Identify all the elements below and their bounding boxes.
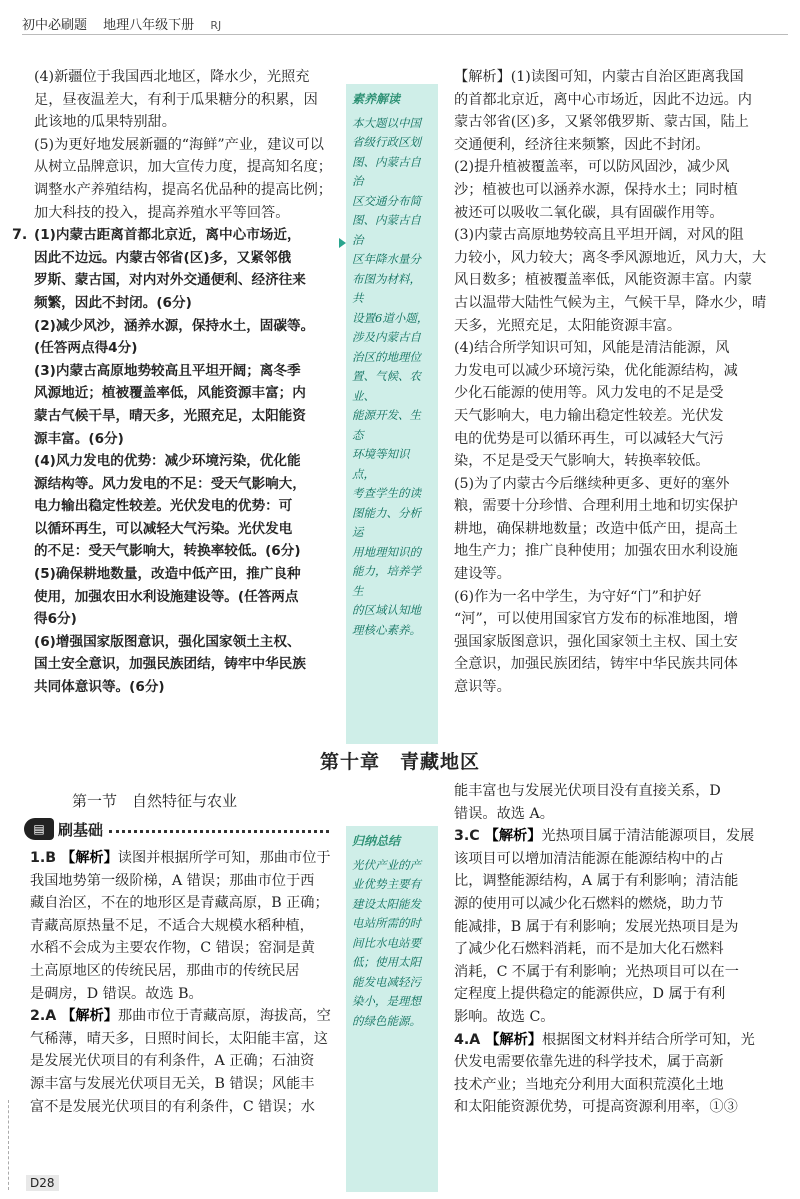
text-line: 天气影响大，电力输出稳定性较差。光伏发: [454, 407, 724, 424]
summary-sidebar: [346, 826, 438, 1192]
text-line: 力发电可以减少环境污染，优化能源结构，减: [454, 362, 738, 379]
line-text: 比，调整能源结构，A 属于有利影响；清洁能: [454, 873, 739, 890]
text-line: [454, 803, 780, 826]
sidebar-tag: 归纳总结: [352, 834, 401, 848]
text-line: 蒙古气候干旱，晴天多，光照充足，太阳能资: [34, 407, 306, 424]
line-text: 我国地势第一级阶梯，A 错误；那曲市位于西: [30, 872, 315, 889]
text-line: 耕地，确保耕地数量；改造中低产田，提高土: [454, 520, 738, 537]
line-text: 是发展光伏项目的有利条件，A 正确；石油资: [30, 1053, 315, 1070]
answer-number: 2.A: [30, 1008, 62, 1025]
text-line: [454, 1006, 780, 1029]
text-line: 电力输出稳定性较差。光伏发电的优势：可: [34, 498, 293, 515]
line-text: 富不是发展光伏项目的有利条件，C 错误；水: [30, 1098, 315, 1115]
line-text: 青藏高原热量不足，不适合大规模水稻种植，: [30, 917, 314, 934]
text-line: 源结构等。风力发电的不足：受天气影响大，: [34, 475, 306, 492]
text-line: 能力，培养学生: [352, 564, 421, 598]
text-line: [30, 847, 342, 870]
page-edge-mark: [8, 1100, 9, 1190]
text-line: 能源开发、生态: [352, 408, 421, 442]
text-line: 古以温带大陆性气候为主，气候干旱，降水少，晴: [454, 294, 767, 311]
line-text: 那曲市位于青藏高原，海拔高，空: [117, 1008, 331, 1025]
line-text: 错误。故选 A。: [454, 805, 554, 822]
line-text: 气稀薄，晴天多，日照时间长，太阳能丰富，这: [30, 1030, 328, 1047]
text-line: 加大科技的投入，提高养殖水平等回答。: [34, 204, 290, 221]
header-subject: 地理八年级下册: [103, 18, 195, 33]
lower-right-column: [454, 780, 780, 1119]
text-line: 图、内蒙古自治: [352, 154, 421, 188]
line-text: 定程度上提供稳定的能源供应，D 属于有利: [454, 986, 726, 1003]
text-line: [30, 1005, 342, 1028]
text-line: 涉及内蒙古自: [352, 330, 421, 344]
text-line: 被还可以吸收二氧化碳，具有固碳作用等。: [454, 204, 724, 221]
text-line: 省级行政区划: [352, 135, 421, 149]
header-series: 初中必刷题: [22, 18, 88, 33]
text-line: 置、气候、农业、: [352, 369, 421, 403]
line-text: 根据图文材料并结合所学可知，光: [541, 1031, 755, 1048]
literacy-sidebar: [346, 84, 438, 744]
line-text: 源的使用可以减少化石燃料的燃烧，助力节: [454, 895, 724, 912]
text-line: 从树立品牌意识，加大宣传力度，提高知名度；: [34, 159, 332, 176]
text-line: 的首都北京近，离中心市场近，因此不边远。内: [454, 91, 752, 108]
text-line: [454, 961, 780, 984]
practice-label: 刷基础: [58, 820, 104, 839]
text-line: 的绿色能源。: [352, 1013, 421, 1028]
text-line: 足，昼夜温差大，有利于瓜果糖分的积累，因: [34, 91, 318, 108]
text-line: [454, 1074, 780, 1097]
text-line: [30, 1096, 342, 1119]
text-line: (5)确保耕地数量，改造中低产田，推广良种: [34, 566, 301, 583]
text-line: [454, 983, 780, 1006]
text-line: 染小，是理想: [352, 994, 421, 1008]
text-line: 罗斯、蒙古国，对内对外交通便利、经济往来: [34, 272, 306, 289]
analysis-tag: 【解析】: [61, 850, 118, 866]
lower-left-column: [30, 847, 342, 1118]
answer-number: 1.B: [30, 850, 62, 866]
text-line: 业优势主要有: [352, 877, 421, 891]
text-line: 意识等。: [454, 679, 511, 696]
line-text: 和太阳能资源优势，可提高资源利用率，①③: [454, 1099, 738, 1116]
text-line: 【解析】(1)读图可知，内蒙古自治区距离我国: [454, 69, 744, 85]
text-line: (1)内蒙古距离首都北京近，离中心市场近，: [34, 227, 301, 244]
chapter-title: 第十章 青藏地区: [319, 751, 480, 773]
line-text: 光热项目属于清洁能源项目，发展: [541, 828, 755, 845]
text-line: “河”，可以使用国家官方发布的标准地图，增: [454, 611, 739, 628]
analysis-tag: 【解析】: [485, 1031, 542, 1048]
text-line: 理核心素养。: [352, 622, 421, 637]
line-text: 藏自治区，不在的地形区是青藏高原，B 正确；: [30, 895, 329, 912]
pointer-arrow-icon: [339, 238, 346, 248]
text-line: 建设等。: [454, 566, 511, 583]
upper-left-column: [12, 66, 342, 699]
text-line: [30, 1028, 342, 1051]
text-line: (3)内蒙古高原地势较高且平坦开阔，对风的阻: [454, 227, 744, 244]
text-line: [454, 893, 780, 916]
text-line: 粮，需要十分珍惜、合理利用土地和切实保护: [454, 498, 738, 515]
text-line: (2)提升植被覆盖率，可以防风固沙，减少风: [454, 159, 730, 176]
text-line: 调整水产养殖结构，提高名优品种的提高比例；: [34, 181, 332, 198]
header-edition: RJ: [210, 19, 222, 32]
text-line: 全意识，加强民族团结，铸牢中华民族共同体: [454, 656, 738, 673]
line-text: 影响。故选 C。: [454, 1008, 555, 1025]
text-line: [454, 1051, 780, 1074]
text-line: 交通便利，经济往来频繁，因此不封闭。: [454, 136, 710, 153]
text-line: 建设太阳能发: [352, 896, 421, 911]
sidebar-tag: 素养解读: [352, 92, 401, 106]
text-line: (任答两点得4分): [34, 340, 138, 357]
text-line: 强国家版图意识，强化国家领土主权、国土安: [454, 633, 738, 650]
line-text: 能减排，B 属于有利影响；发展光热项目是为: [454, 918, 739, 935]
section-title: 第一节 自然特征与农业: [72, 792, 238, 810]
text-line: 本大题以中国: [352, 115, 421, 130]
text-line: (4)新疆位于我国西北地区，降水少，光照充: [34, 69, 310, 85]
book-icon: ▤: [24, 818, 54, 840]
upper-right-column: [454, 66, 780, 699]
text-line: 沙；植被也可以涵养水源，保持水土；同时植: [454, 181, 738, 198]
text-line: 染，不足是受天气影响大，转换率较低。: [454, 453, 710, 470]
text-line: 区年降水量分: [352, 252, 421, 266]
text-line: [30, 892, 342, 915]
text-line: (6)增强国家版图意识，强化国家领土主权、: [34, 633, 301, 650]
text-line: 频繁，因此不封闭。(6分): [34, 294, 192, 311]
answer-number: 7.: [12, 227, 28, 244]
practice-banner: [24, 818, 329, 840]
text-line: [30, 870, 342, 893]
text-line: 用地理知识的: [352, 544, 421, 559]
text-line: 区交通分布简: [352, 193, 421, 208]
page-number: D28: [26, 1175, 59, 1191]
text-line: 设置6道小题，: [352, 310, 429, 325]
text-line: [454, 938, 780, 961]
text-line: 环境等知识点，: [352, 447, 410, 481]
text-line: 力较小，风力较大；离冬季风源地近，风力大，大: [454, 249, 767, 266]
text-line: 因此不边远。内蒙古邻省(区)多，又紧邻俄: [34, 249, 292, 266]
line-text: 技术产业；当地充分利用大面积荒漠化土地: [454, 1076, 724, 1093]
text-line: [454, 870, 780, 893]
text-line: 间比水电站要: [352, 935, 421, 950]
text-line: 治区的地理位: [352, 349, 421, 364]
text-line: 使用，加强农田水利设施建设等。(任答两点: [34, 588, 299, 605]
text-line: 天多，光照充足，太阳能资源丰富。: [454, 317, 682, 334]
analysis-tag: 【解析】: [61, 1008, 118, 1025]
text-line: [30, 983, 342, 1006]
text-line: 蒙古邻省(区)多，又紧邻俄罗斯、蒙古国，陆上: [454, 114, 749, 131]
text-line: 布图为材料，共: [352, 271, 421, 305]
text-line: 图能力、分析运: [352, 505, 421, 539]
line-text: 读图并根据所学可知，那曲市位于: [117, 850, 331, 866]
q7-answer: [12, 224, 342, 698]
text-line: 风源地近；植被覆盖率低，风能资源丰富；内: [34, 385, 306, 402]
text-line: [30, 915, 342, 938]
text-line: (5)为了内蒙古今后继续种更多、更好的塞外: [454, 475, 730, 492]
text-line: 此该地的瓜果特别甜。: [34, 114, 176, 131]
text-line: [454, 1029, 780, 1052]
line-text: 水稻不会成为主要农作物，C 错误；窑洞是黄: [30, 940, 315, 957]
text-line: [30, 1073, 342, 1096]
line-text: 了减少化石燃料消耗，而不是加大化石燃料: [454, 941, 724, 958]
text-line: 的不足：受天气影响大，转换率较低。(6分): [34, 543, 301, 560]
header-divider: [22, 34, 788, 35]
text-line: 风日数多；植被覆盖率低，风能资源丰富。内蒙: [454, 272, 752, 289]
dotted-rule: [109, 830, 329, 833]
text-line: [30, 960, 342, 983]
line-text: 该项目可以增加清洁能源在能源结构中的占: [454, 850, 724, 867]
line-text: 源丰富与发展光伏项目无关，B 错误；风能丰: [30, 1075, 315, 1092]
text-line: 图、内蒙古自治: [352, 213, 421, 247]
text-line: (3)内蒙古高原地势较高且平坦开阔；离冬季: [34, 362, 301, 379]
line-text: 土高原地区的传统民居，那曲市的传统民居: [30, 962, 300, 979]
answer-number: 4.A: [454, 1031, 486, 1048]
text-line: (4)结合所学知识可知，风能是清洁能源，风: [454, 340, 730, 357]
text-line: 电站所需的时: [352, 916, 421, 930]
text-line: [30, 937, 342, 960]
text-line: 考查学生的读: [352, 486, 421, 500]
text-line: [454, 848, 780, 871]
text-line: 共同体意识等。(6分): [34, 679, 165, 696]
text-line: [454, 1096, 780, 1119]
line-text: 能丰富也与发展光伏项目没有直接关系，D: [454, 783, 721, 799]
text-line: 国土安全意识，加强民族团结，铸牢中华民族: [34, 656, 306, 673]
text-line: (6)作为一名中学生，为守好“门”和护好: [454, 588, 702, 605]
line-text: 消耗，C 不属于有利影响；光热项目可以在一: [454, 963, 739, 980]
text-line: (4)风力发电的优势：减少环境污染，优化能: [34, 453, 301, 470]
text-line: 的区域认知地: [352, 603, 421, 617]
running-header: [22, 14, 233, 33]
text-line: 地生产力；推广良种使用；加强农田水利设施: [454, 543, 738, 560]
text-line: (2)减少风沙，涵养水源，保持水土，固碳等。: [34, 317, 315, 334]
text-line: (5)为更好地发展新疆的“海鲜”产业，建议可以: [34, 136, 324, 153]
text-line: 低；使用太阳: [352, 955, 421, 969]
line-text: 伏发电需要依靠先进的科学技术，属于高新: [454, 1054, 724, 1071]
text-line: [30, 1050, 342, 1073]
line-text: 是碉房，D 错误。故选 B。: [30, 985, 203, 1002]
text-line: 能发电减轻污: [352, 974, 421, 989]
text-line: [454, 780, 780, 803]
analysis-tag: 【解析】: [484, 828, 542, 845]
text-line: [454, 825, 780, 848]
text-line: 少化石能源的使用等。风力发电的不足是受: [454, 385, 724, 402]
text-line: 以循环再生，可以减轻大气污染。光伏发电: [34, 520, 293, 537]
text-line: 源丰富。(6分): [34, 430, 124, 447]
text-line: [454, 916, 780, 939]
text-line: 得6分): [34, 611, 77, 628]
text-line: 电的优势是可以循环再生，可以减轻大气污: [454, 430, 724, 447]
text-line: 光伏产业的产: [352, 857, 421, 872]
answer-number: 3.C: [454, 828, 485, 845]
